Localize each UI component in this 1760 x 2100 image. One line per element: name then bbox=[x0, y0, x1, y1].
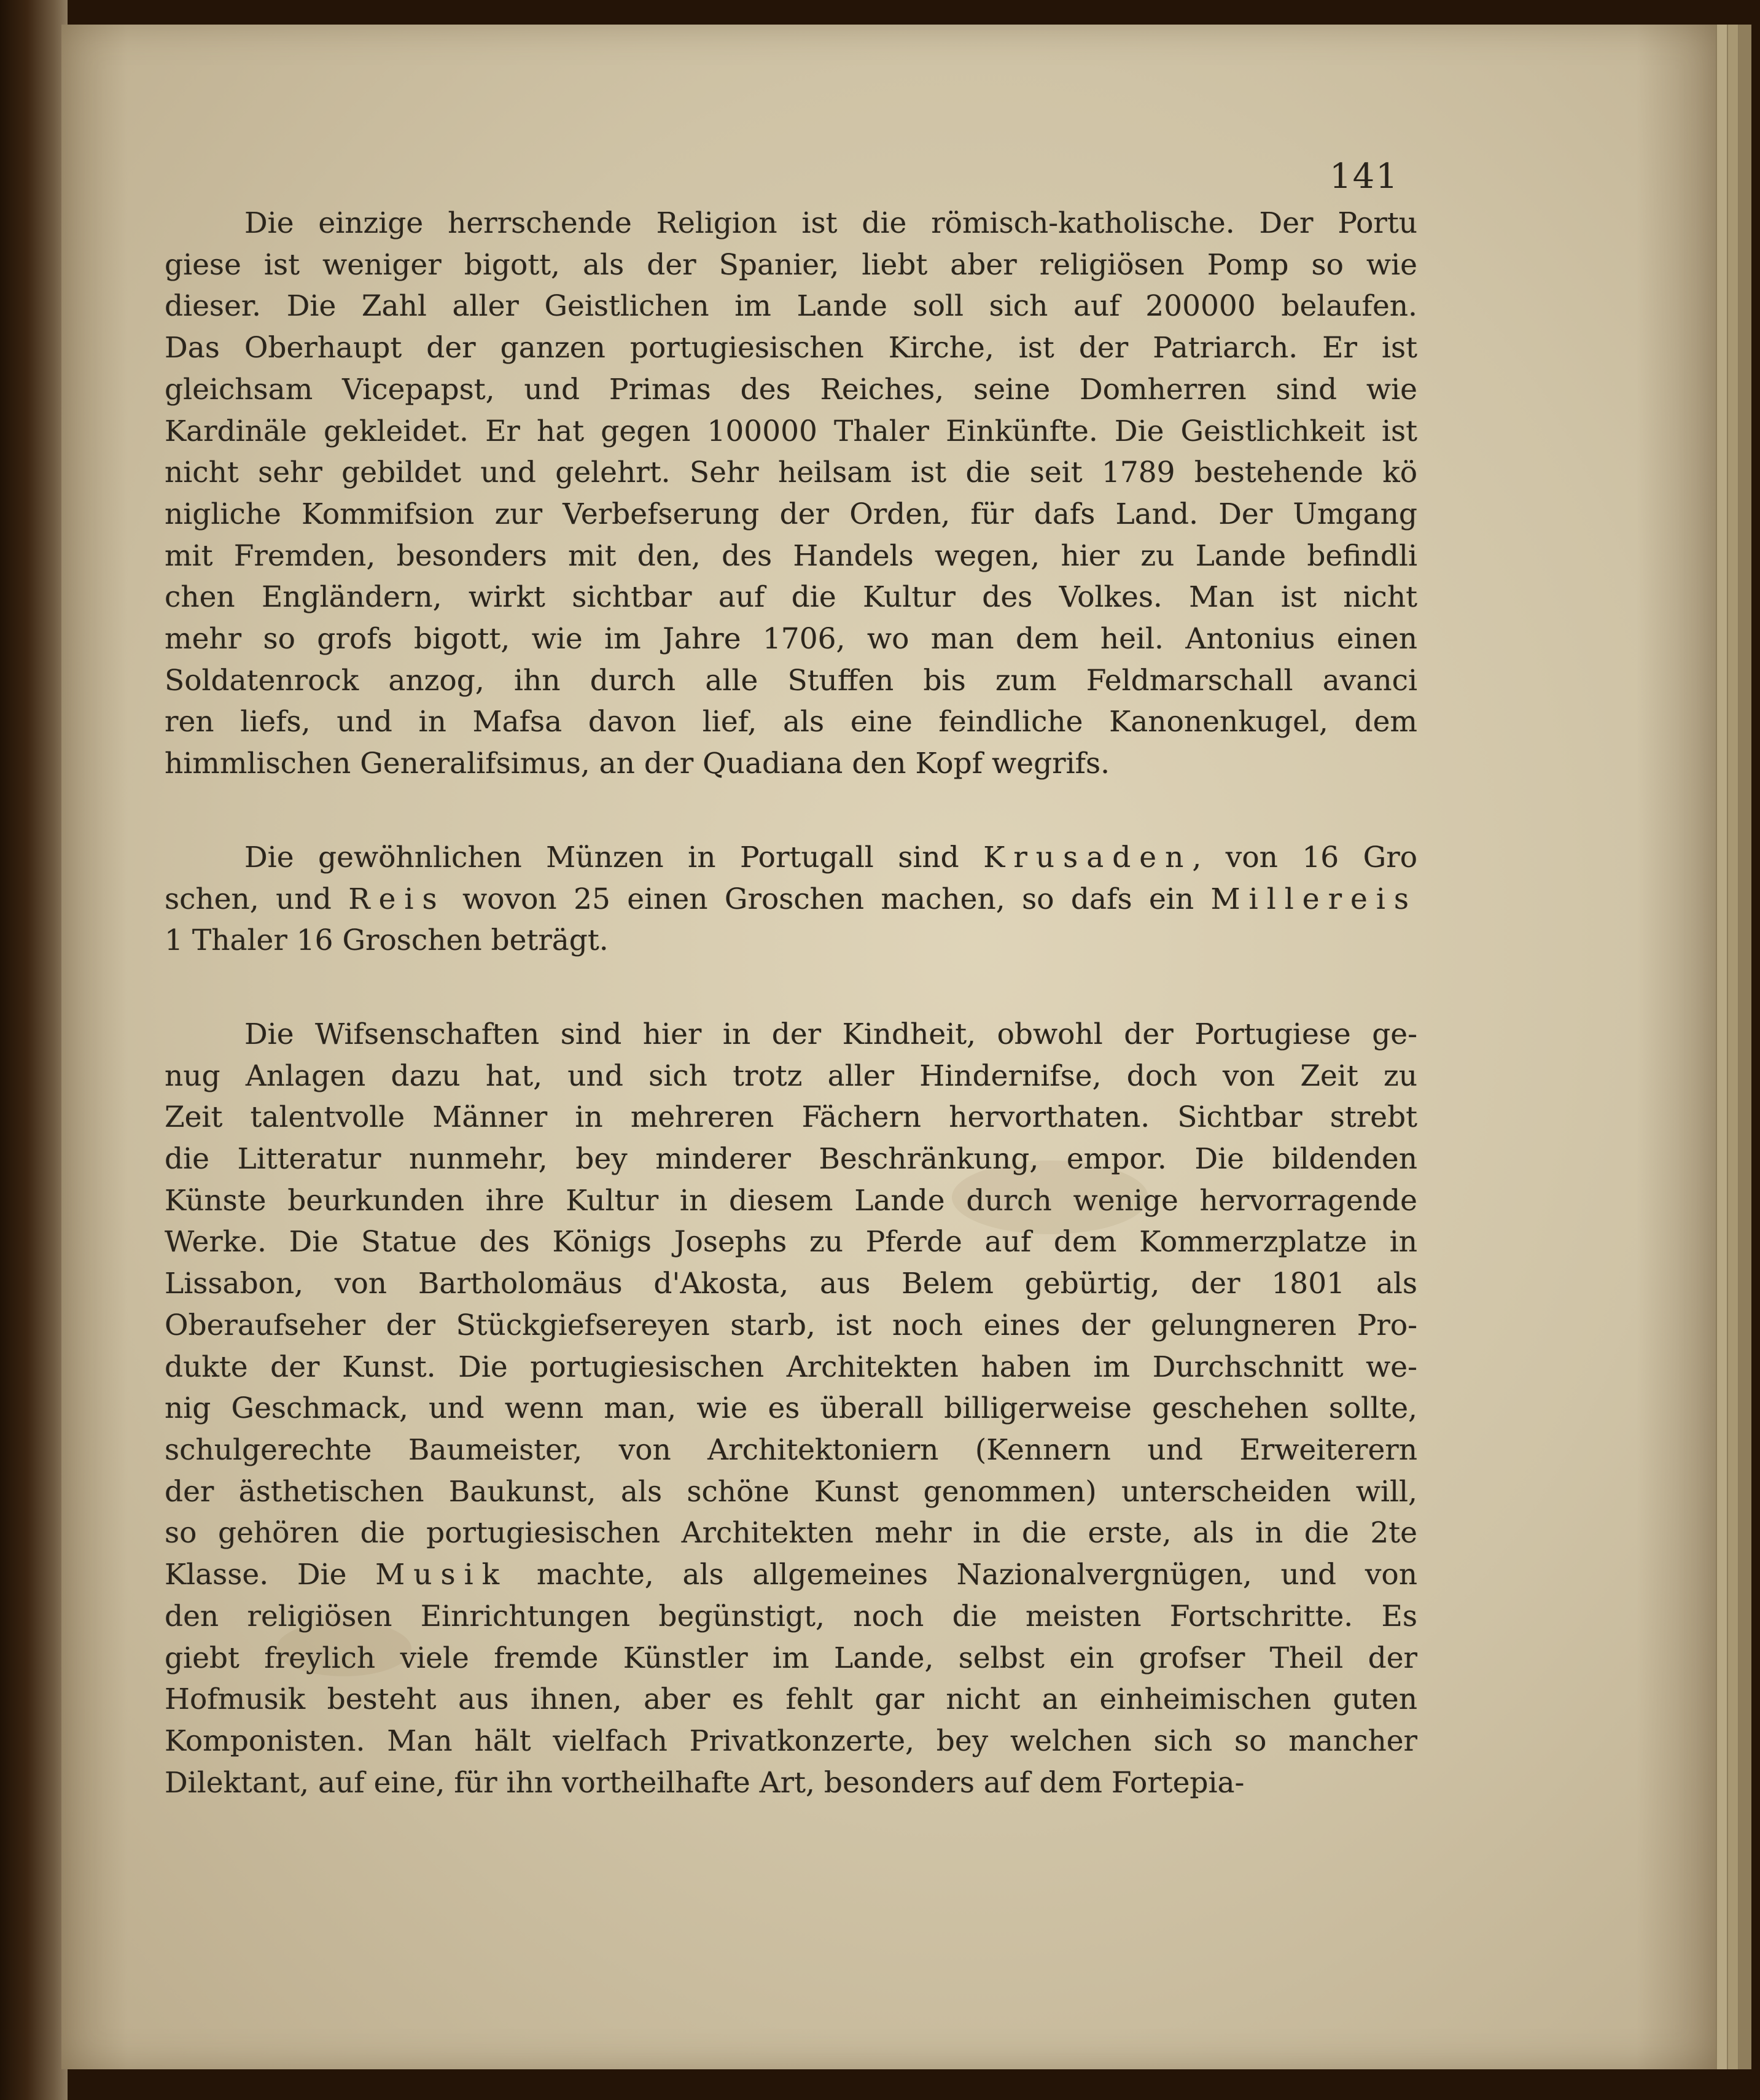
text-line: mehr so grofs bigott, wie im Jahre 1706, wo man dem heil. Antonius einen bbox=[165, 622, 1417, 656]
paragraph bbox=[165, 203, 1417, 785]
spaced-word: Musik bbox=[375, 1558, 508, 1592]
text-line: Soldatenrock anzog, ihn durch alle Stuffen bis zum Feldmarschall avanci bbox=[165, 663, 1417, 698]
text-line: giese ist weniger bigott, als der Spanier, liebt aber religiösen Pomp so wie bbox=[165, 247, 1417, 282]
text-line: nug Anlagen dazu hat, und sich trotz aller Hindernifse, doch von Zeit zu bbox=[165, 1059, 1417, 1093]
text-line: Lissabon, von Bartholomäus d'Akosta, aus Belem gebürtig, der 1801 als bbox=[165, 1267, 1417, 1301]
text-line: mit Fremden, besonders mit den, des Handels wegen, hier zu Lande befindli bbox=[165, 539, 1417, 573]
text-line: die Litteratur nunmehr, bey minderer Beschränkung, empor. Die bildenden bbox=[165, 1142, 1417, 1176]
text-line: ren liefs, und in Mafsa davon lief, als eine feindliche Kanonenkugel, dem bbox=[165, 705, 1417, 739]
text-line: 1 Thaler 16 Groschen beträgt. bbox=[165, 924, 609, 958]
paragraph bbox=[165, 1014, 1417, 1803]
text-line: chen Engländern, wirkt sichtbar auf die Kultur des Volkes. Man ist nicht bbox=[165, 580, 1417, 615]
text-line: dieser. Die Zahl aller Geistlichen im Lande soll sich auf 200000 belaufen. bbox=[165, 289, 1417, 324]
text-line: Hofmusik besteht aus ihnen, aber es fehlt gar nicht an einheimischen guten bbox=[165, 1682, 1417, 1717]
text-line: Komponisten. Man hält vielfach Privatkonzerte, bey welchen sich so mancher bbox=[165, 1724, 1417, 1758]
text-line: Zeit talentvolle Männer in mehreren Fächern hervorthaten. Sichtbar strebt bbox=[165, 1100, 1417, 1135]
paragraph-gap bbox=[165, 785, 1417, 837]
text-line: Künste beurkunden ihre Kultur in diesem Lande durch wenige hervorragende bbox=[165, 1183, 1417, 1218]
paragraph-gap bbox=[165, 962, 1417, 1014]
page-number: 141 bbox=[1330, 157, 1399, 196]
text-line: nig Geschmack, und wenn man, wie es überall billigerweise geschehen sollte, bbox=[165, 1391, 1417, 1426]
spaced-word: Krusaden bbox=[983, 840, 1193, 874]
page-edge bbox=[1738, 25, 1751, 2069]
text-line: Die gewöhnlichen Münzen in Portugall sind Krusaden, von 16 Gro bbox=[244, 840, 1417, 874]
text-line: Klasse. Die Musik machte, als allgemeines Nazionalvergnügen, und von bbox=[165, 1558, 1417, 1592]
spaced-word: Reis bbox=[348, 882, 446, 916]
page-edge bbox=[1716, 25, 1727, 2069]
text-line: schulgerechte Baumeister, von Architektoniern (Kennern und Erweiterern bbox=[165, 1433, 1417, 1467]
text-line: Werke. Die Statue des Königs Josephs zu Pferde auf dem Kommerzplatze in bbox=[165, 1225, 1417, 1259]
text-line: nicht sehr gebildet und gelehrt. Sehr heilsam ist die seit 1789 bestehende kö bbox=[165, 456, 1417, 490]
text-line: dukte der Kunst. Die portugiesischen Architekten haben im Durchschnitt we- bbox=[165, 1350, 1417, 1384]
text-line: der ästhetischen Baukunst, als schöne Kunst genommen) unterscheiden will, bbox=[165, 1474, 1417, 1509]
page-edge bbox=[1727, 25, 1738, 2069]
text-line: Oberaufseher der Stückgiefsereyen starb, ist noch eines der gelungneren Pro- bbox=[165, 1308, 1417, 1342]
text-line: so gehören die portugiesischen Architekten mehr in die erste, als in die 2te bbox=[165, 1516, 1417, 1550]
text-line: den religiösen Einrichtungen begünstigt, noch die meisten Fortschritte. Es bbox=[165, 1599, 1417, 1633]
text-line: Dilektant, auf eine, für ihn vortheilhafte Art, besonders auf dem Fortepia- bbox=[165, 1765, 1245, 1800]
text-line: schen, und Reis wovon 25 einen Groschen machen, so dafs ein Millereis bbox=[165, 882, 1417, 916]
book-binding bbox=[0, 0, 68, 2100]
text-line: giebt freylich viele fremde Künstler im Lande, selbst ein grofser Theil der bbox=[165, 1641, 1417, 1675]
text-line: Die Wifsenschaften sind hier in der Kindheit, obwohl der Portugiese ge- bbox=[244, 1017, 1417, 1051]
text-line: Die einzige herrschende Religion ist die römisch-katholische. Der Portu bbox=[244, 206, 1417, 240]
body-text bbox=[165, 203, 1417, 1803]
text-line: Das Oberhaupt der ganzen portugiesischen Kirche, ist der Patriarch. Er ist bbox=[165, 331, 1417, 365]
spaced-word: Millereis bbox=[1210, 882, 1417, 916]
text-line: himmlischen Generalifsimus, an der Quadiana den Kopf wegrifs. bbox=[165, 747, 1110, 781]
text-line: Kardinäle gekleidet. Er hat gegen 100000 Thaler Einkünfte. Die Geistlichkeit ist bbox=[165, 414, 1417, 448]
paragraph bbox=[165, 837, 1417, 962]
text-line: gleichsam Vicepapst, und Primas des Reiches, seine Domherren sind wie bbox=[165, 372, 1417, 406]
text-line: nigliche Kommifsion zur Verbefserung der Orden, für dafs Land. Der Umgang bbox=[165, 497, 1417, 531]
